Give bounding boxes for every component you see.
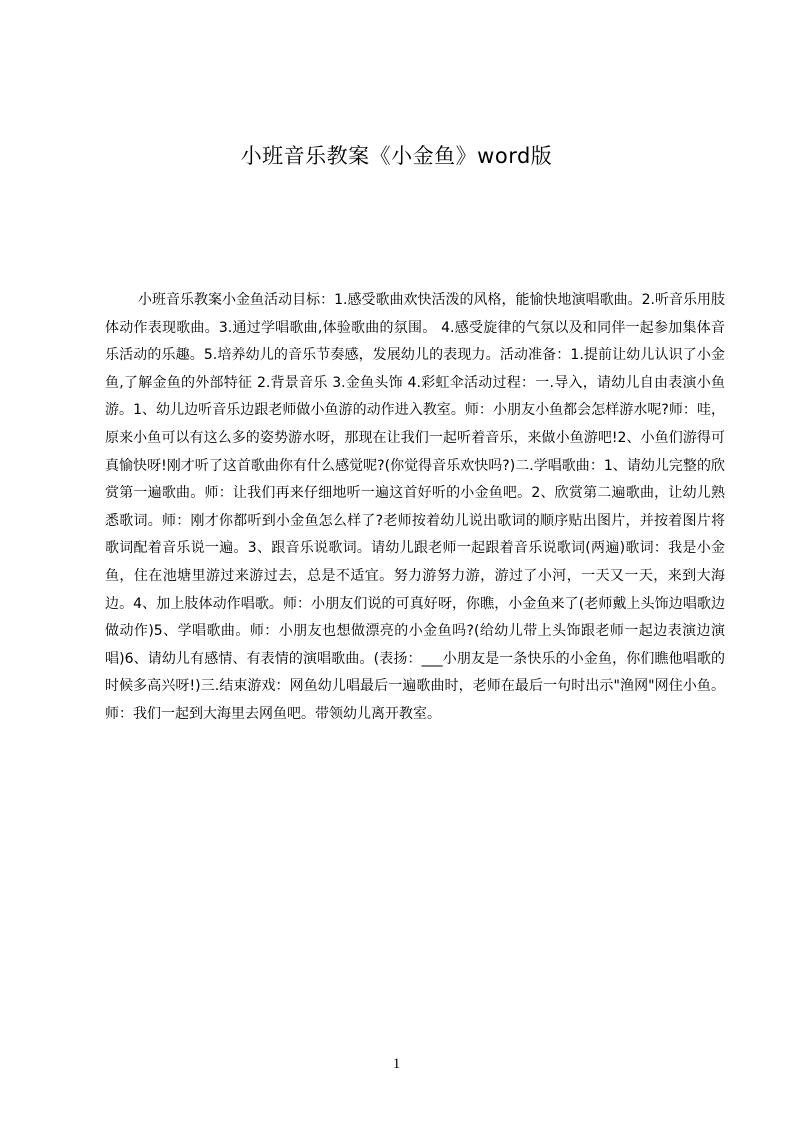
page-number: 1: [392, 1056, 401, 1072]
document-body-paragraph: 小班音乐教案小金鱼活动目标：1.感受歌曲欢快活泼的风格，能愉快地演唱歌曲。2.听音乐用肢体动作表现歌曲。3.通过学唱歌曲,体验歌曲的氛围。 4.感受旋律的气氛以及和同伴一起参加集体音乐活动的乐趣。5.培养幼儿的音乐节奏感，发展幼儿的表现力。活动准备：1.提前让幼儿认识了小金鱼,了解金鱼的外部特征 2.背景音乐 3.金鱼头饰 4.彩虹伞活动过程：一.导入，请幼儿自由表演小鱼游。1、幼儿边听音乐边跟老师做小鱼游的动作进入教室。师：小朋友小鱼都会怎样游水呢?师：哇，原来小鱼可以有这么多的姿势游水呀，那现在让我们一起听着音乐，来做小鱼游吧!2、小鱼们游得可真愉快呀!刚才听了这首歌曲你有什么感觉呢?(你觉得音乐欢快吗?)二.学唱歌曲：1、请幼儿完整的欣赏第一遍歌曲。师：让我们再来仔细地听一遍这首好听的小金鱼吧。2、欣赏第二遍歌曲，让幼儿熟悉歌词。师：刚才你都听到小金鱼怎么样了?老师按着幼儿说出歌词的顺序贴出图片，并按着图片将歌词配着音乐说一遍。3、跟音乐说歌词。请幼儿跟老师一起跟着音乐说歌词(两遍)歌词：我是小金鱼，住在池塘里游过来游过去，总是不适宜。努力游努力游，游过了小河，一天又一天，来到大海边。4、加上肢体动作唱歌。师：小朋友们说的可真好呀，你瞧，小金鱼来了(老师戴上头饰边唱歌边做动作)5、学唱歌曲。师：小朋友也想做漂亮的小金鱼吗?(给幼儿带上头饰跟老师一起边表演边演唱)6、请幼儿有感情、有表情的演唱歌曲。(表扬：___小朋友是一条快乐的小金鱼，你们瞧他唱歌的时候多高兴呀!)三.结束游戏：网鱼幼儿唱最后一遍歌曲时，老师在最后一句时出示"渔网"网住小鱼。师：我们一起到大海里去网鱼吧。带领幼儿离开教室。: [105, 292, 725, 722]
document-title: 小班音乐教案《小金鱼》word版: [240, 144, 553, 168]
